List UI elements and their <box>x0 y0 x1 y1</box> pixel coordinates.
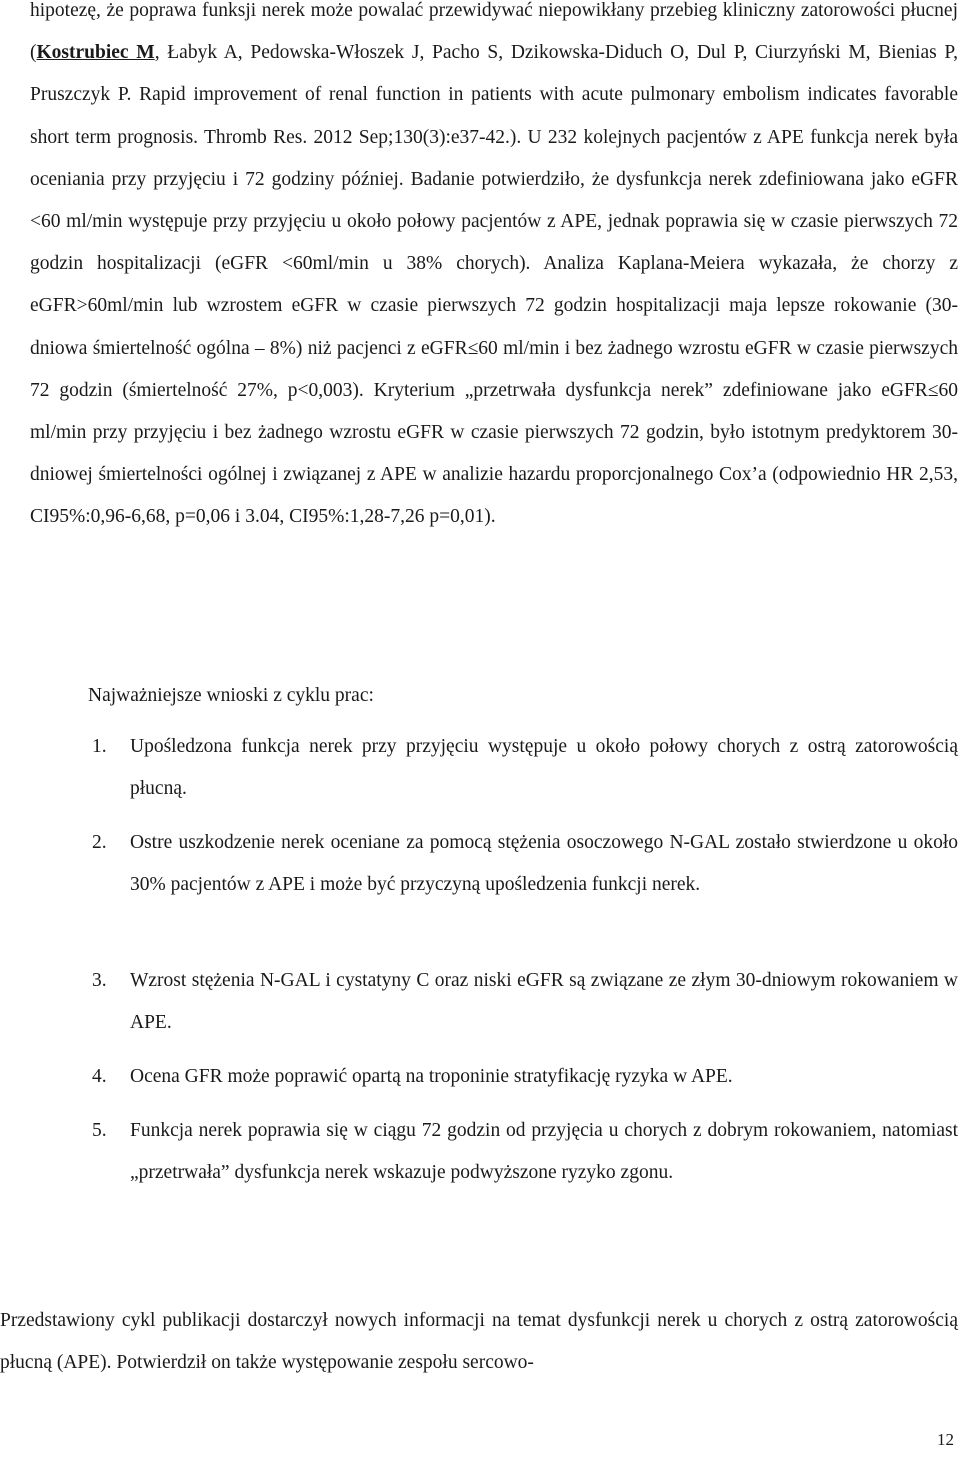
closing-paragraph: Przedstawiony cykl publikacji dostarczył nowych informacji na temat dysfunkcji nerek u chorych z ostrą zatorowością płucną (APE). Potwierdził on także występowanie zespołu sercowo- <box>0 1310 958 1373</box>
list-item-text: Upośledzona funkcja nerek przy przyjęciu występuje u około połowy chorych z ostrą zatorowością płucną. <box>130 736 958 799</box>
list-item-number: 4. <box>92 1066 107 1087</box>
list-item-number: 1. <box>92 736 107 757</box>
list-item-number: 5. <box>92 1120 107 1141</box>
page-number: 12 <box>937 1430 954 1449</box>
body-paragraph <box>30 0 958 539</box>
list-item-text: Ostre uszkodzenie nerek oceniane za pomocą stężenia osoczowego N-GAL zostało stwierdzone u około 30% pacjentów z APE i może być przyczyną upośledzenia funkcji nerek. <box>130 832 958 895</box>
list-item-number: 3. <box>92 970 107 991</box>
conclusions-heading: Najważniejsze wnioski z cyklu prac: <box>88 685 374 706</box>
list-item-number: 2. <box>92 832 107 853</box>
list-item-text: Ocena GFR może poprawić opartą na troponinie stratyfikację ryzyka w APE. <box>130 1066 733 1087</box>
list-item-text: Funkcja nerek poprawia się w ciągu 72 godzin od przyjęcia u chorych z dobrym rokowaniem, natomiast „przetrwała” dysfunkcja nerek wskazuje podwyższone ryzyko zgonu. <box>130 1120 958 1183</box>
list-item-text: Wzrost stężenia N-GAL i cystatyny C oraz niski eGFR są związane ze złym 30-dniowym rokowaniem w APE. <box>130 970 958 1033</box>
paragraph-text-b: , Łabyk A, Pedowska-Włoszek J, Pacho S, Dzikowska-Diduch O, Dul P, Ciurzyński M, Bienias P, Pruszczyk P. Rapid improvement of renal function in patients with acute pulmonary embolism indicates favorable short term prognosis. Thromb Res. 2012 Sep;130(3):e37-42.). U 232 kolejnych pacjentów z APE funkcja nerek była oceniania przy przyjęciu i 72 godziny później. Badanie potwierdziło, że dysfunkcja nerek zdefiniowana jako eGFR <60 ml/min występuje przy przyjęciu u około połowy pacjentów z APE, jednak poprawia się w czasie pierwszych 72 godzin hospitalizacji (eGFR <60ml/min u 38% chorych). Analiza Kaplana-Meiera wykazała, że chorzy z eGFR>60ml/min lub wzrostem eGFR w czasie pierwszych 72 godzin hospitalizacji maja lepsze rokowanie (30-dniowa śmiertelność ogólna – 8%) niż pacjenci z eGFR≤60 ml/min i bez żadnego wzrostu eGFR w czasie pierwszych 72 godzin (śmiertelność 27%, p<0,003). Kryterium „przetrwała dysfunkcja nerek” zdefiniowane jako eGFR≤60 ml/min przy przyjęciu i bez żadnego wzrostu eGFR w czasie pierwszych 72 godzin, było istotnym predyktorem 30-dniowej śmiertelności ogólnej i związanej z APE w analizie hazardu proporcjonalnego Cox’a (odpowiednio HR 2,53, CI95%:0,96-6,68, p=0,06 i 3.04, CI95%:1,28-7,26 p=0,01). <box>30 42 958 528</box>
author-reference: Kostrubiec M <box>36 42 155 64</box>
paragraph-text-a: hipotezę, że poprawa funksji nerek może powalać przewidywać niepowikłany przebieg kliniczny zatorowości płucnej ( <box>30 0 958 64</box>
